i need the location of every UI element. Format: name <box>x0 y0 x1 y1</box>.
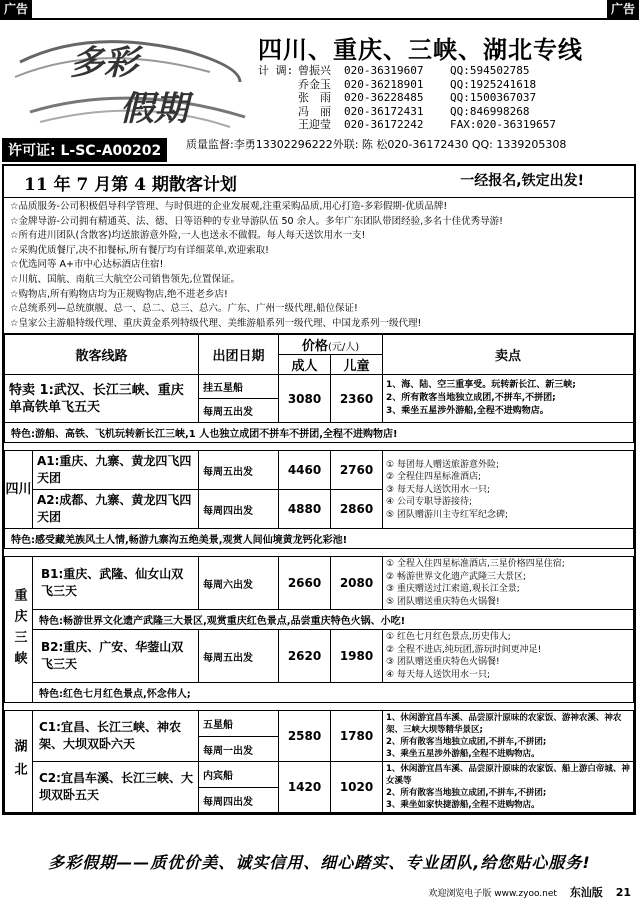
highlight-item: ④ 公司专职导游接待; <box>386 497 472 508</box>
logo <box>10 22 250 132</box>
route-special: 特卖 1:武汉、长江三峡、重庆单高铁单飞五天 <box>5 375 199 423</box>
header-adult: 成人 <box>279 355 331 375</box>
header-highlights: 卖点 <box>383 335 634 375</box>
note-item: ☆金牌导游-公司拥有精通英、法、德、日等语种的专业导游队伍 50 余人。多年广东团队带团经验,多名十佳优秀导游! <box>10 215 503 227</box>
service-notes <box>4 198 634 334</box>
contacts-label: 计 调: <box>258 64 294 77</box>
departure-date: 每周六出发 <box>199 557 279 610</box>
route-a1: A1:重庆、九寨、黄龙四飞四天团 <box>33 451 199 490</box>
footer-edition: 东汕版 <box>569 886 603 899</box>
contact-qq-label: QQ: <box>450 64 470 77</box>
price-adult: 3080 <box>279 375 331 423</box>
ship-type: 五星船 <box>199 711 279 737</box>
highlight-item: 3、乘坐如家快捷游船,全程不进购物店。 <box>386 800 540 811</box>
highlights <box>383 375 634 423</box>
feature-line: 特色:红色七月红色景点,怀念伟人; <box>33 683 634 703</box>
header-route: 散客线路 <box>5 335 199 375</box>
highlight-item: ② 全程住四星标准酒店; <box>386 472 481 483</box>
license-badge: 许可证: L-SC-A00202 <box>2 138 167 162</box>
note-item: ☆川航、国航、南航三大航空公司销售领先,位置保证。 <box>10 273 241 285</box>
contact-fax: 020-36319657 <box>476 118 556 131</box>
departure-date: 每周四出发 <box>199 787 279 813</box>
note-item: ☆优选同等 A+市中心达标酒店住宿! <box>10 259 164 271</box>
highlight-item: ① 每团每人赠送旅游意外险; <box>386 459 499 470</box>
route-b1: B1:重庆、武隆、仙女山双飞三天 <box>33 557 199 610</box>
highlight-item: 1、休闲游宜昌车溪、品尝原汁原味的农家饭、船上游白帝城、神女溪等 <box>386 764 630 787</box>
highlights <box>383 557 634 610</box>
contact-qq-label: QQ: <box>450 104 470 118</box>
highlight-item: ⑤ 团队赠送重庆特色火锅餐! <box>386 596 500 607</box>
footer <box>428 884 631 900</box>
price-child: 1020 <box>331 762 383 813</box>
region-chongqing: 重庆三峡 <box>5 557 33 703</box>
header-price <box>279 335 383 355</box>
tour-plan-box <box>2 164 636 815</box>
highlight-item: ⑤ 团队赠游川主寺红军纪念碑; <box>386 509 508 520</box>
feature-line: 特色:游船、高铁、飞机玩转新长江三峡,1 人也独立成团不拼车不拼团,全程不进购物店! <box>5 423 634 443</box>
contact-phone: 020-36218901 <box>344 77 424 91</box>
price-adult: 2620 <box>279 630 331 683</box>
highlight-item: ③ 团队赠送重庆特色火锅餐! <box>386 657 500 668</box>
contact-phone: 020-36228485 <box>344 91 424 104</box>
contact-phone: 020-36172242 <box>344 118 424 131</box>
route-c1: C1:宜昌、长江三峡、神农架、大坝双卧六天 <box>33 711 199 762</box>
departure-date: 每周五出发 <box>199 399 279 423</box>
price-adult: 4460 <box>279 451 331 490</box>
highlight-item: ① 全程入住四星标准酒店,三星价格四星住宿; <box>386 559 565 570</box>
highlights <box>383 762 634 813</box>
price-adult: 2660 <box>279 557 331 610</box>
highlight-item: 1、海、陆、空三重享受。玩转新长江、新三峡; <box>386 380 576 391</box>
price-adult: 4880 <box>279 490 331 529</box>
plan-title: 11 年 7 月第 4 期散客计划 <box>24 175 237 195</box>
highlight-item: ② 全程不进店,纯玩团,游玩时间更冲足! <box>386 644 542 655</box>
ship-type: 内宾船 <box>199 762 279 788</box>
highlight-item: ③ 重庆赠送过江索道,观长江全景; <box>386 584 520 595</box>
highlight-item: ③ 每天每人送饮用水一只; <box>386 484 490 495</box>
ad-tag-left: 广告 <box>0 0 32 18</box>
contact-qq-label: QQ: <box>450 77 470 91</box>
headline: 四川、重庆、三峡、湖北专线 <box>258 36 583 64</box>
contact-phone: 020-36319607 <box>344 64 424 77</box>
note-item: ☆品质服务-公司积极倡导科学管理、与时俱进的企业发展观,注重采购品质,用心打造-多彩假期-优质品牌! <box>10 201 448 212</box>
logo-line1: 多彩 <box>70 43 138 83</box>
highlights <box>383 711 634 762</box>
note-item: ☆所有进川团队(含散客)均送旅游意外险,一人也送永不做假。每人每天送饮用水一支! <box>10 230 366 242</box>
contact-qq: 846998268 <box>469 104 530 118</box>
contact-fax-label: FAX: <box>450 118 477 131</box>
price-child: 2760 <box>331 451 383 490</box>
bottom-slogan: 多彩假期——质优价美、诚实信用、细心踏实、专业团队,给您贴心服务! <box>48 853 591 872</box>
region-sichuan: 四川 <box>5 451 33 529</box>
supervision-line: 质量监督:李勇13302296222外联: 陈 松020-36172430 QQ: 1339205308 <box>186 138 567 151</box>
contact-name: 冯 丽 <box>298 104 331 118</box>
contact-qq-label: QQ: <box>450 91 470 104</box>
contact-name: 张 雨 <box>298 91 331 104</box>
price-child: 2860 <box>331 490 383 529</box>
note-item: ☆皇家公主游船特级代理、重庆黄金系列特级代理、美维游船系列一级代理、中国龙系列一级代理! <box>10 317 422 329</box>
header-price-label: 价格 <box>301 339 328 355</box>
route-a2: A2:成都、九寨、黄龙四飞四天团 <box>33 490 199 529</box>
contact-qq: 1500367037 <box>469 91 537 104</box>
note-item: ☆总统系列—总统旗舰、总一、总二、总三、总六。广东、广州一级代理,船位保证! <box>10 303 358 315</box>
contact-qq: 594502785 <box>469 64 530 77</box>
contacts <box>258 64 556 132</box>
highlight-item: 1、休闲游宜昌车溪、品尝原汁原味的农家饭、游神农溪、神农架、三峡大坝等精华景区; <box>386 713 622 736</box>
ad-tag-right: 广告 <box>607 0 639 18</box>
contact-phone: 020-36172431 <box>344 104 424 118</box>
price-child: 1980 <box>331 630 383 683</box>
header-price-unit: (元/人) <box>327 342 360 354</box>
contact-name: 乔金玉 <box>298 77 331 91</box>
highlight-item: ④ 每天每人送饮用水一只; <box>386 669 490 680</box>
header-date: 出团日期 <box>199 335 279 375</box>
highlights <box>383 630 634 683</box>
route-b2: B2:重庆、广安、华蓥山双飞三天 <box>33 630 199 683</box>
highlight-item: 2、所有散客当地独立成团,不拼车,不拼团; <box>386 737 547 748</box>
departure-date: 每周五出发 <box>199 451 279 490</box>
price-child: 2360 <box>331 375 383 423</box>
highlight-item: 3、乘坐五星涉外游船,全程不进购物店。 <box>386 406 549 417</box>
plan-title-bar <box>4 166 634 198</box>
feature-line: 特色:感受藏羌族风土人情,畅游九寨沟五绝美景,观赏人间仙境黄龙钙化彩池! <box>5 529 634 549</box>
note-item: ☆购物店,所有购物店均为正规购物店,绝不进老乡店! <box>10 288 228 300</box>
departure-date: 每周四出发 <box>199 490 279 529</box>
feature-line: 特色:畅游世界文化遗产武隆三大景区,观赏重庆红色景点,品尝重庆特色火锅、小吃! <box>33 610 634 630</box>
contact-qq: 1925241618 <box>469 77 537 91</box>
footer-text: 欢迎浏览电子版 www.zyoo.net <box>428 889 557 899</box>
route-c2: C2:宜昌车溪、长江三峡、大坝双卧五天 <box>33 762 199 813</box>
note-item: ☆采购优质餐厅,决不扣餐标,所有餐厅均有详细菜单,欢迎索取! <box>10 244 269 256</box>
plan-slogan: 一经报名,铁定出发! <box>460 173 584 189</box>
header-child: 儿童 <box>331 355 383 375</box>
departure-date: 每周一出发 <box>199 736 279 762</box>
highlight-item: 2、所有散客当地独立成团,不拼车,不拼团; <box>386 393 556 404</box>
price-adult: 2580 <box>279 711 331 762</box>
top-divider <box>0 18 639 20</box>
tour-table <box>4 334 634 813</box>
highlight-item: 3、乘坐五星涉外游船,全程不进购物店。 <box>386 749 540 760</box>
departure-date: 每周五出发 <box>199 630 279 683</box>
ship-type: 挂五星船 <box>199 375 279 399</box>
logo-swirl-icon <box>10 22 250 132</box>
price-child: 2080 <box>331 557 383 610</box>
contact-name: 曾振兴 <box>298 64 331 77</box>
region-hubei: 湖北 <box>5 711 33 813</box>
price-child: 1780 <box>331 711 383 762</box>
highlight-item: 2、所有散客当地独立成团,不拼车,不拼团; <box>386 788 547 799</box>
price-adult: 1420 <box>279 762 331 813</box>
logo-line2: 假期 <box>120 89 188 129</box>
highlight-item: ② 畅游世界文化遗产武隆三大景区; <box>386 571 526 582</box>
page-number: 21 <box>615 886 631 899</box>
highlight-item: ① 红色七月红色景点,历史伟人; <box>386 632 511 643</box>
contact-name: 王迎莹 <box>298 118 331 131</box>
highlights <box>383 451 634 529</box>
